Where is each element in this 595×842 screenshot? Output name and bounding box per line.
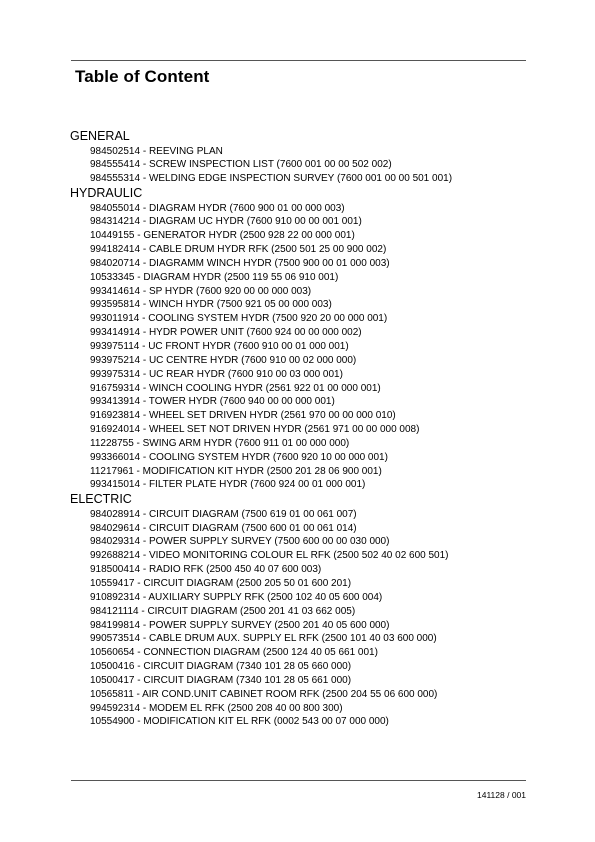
toc-entry[interactable]: 918500414 - RADIO RFK (2500 450 40 07 600 003) <box>90 564 322 576</box>
toc-entry[interactable]: 993011914 - COOLING SYSTEM HYDR (7500 920 20 00 000 001) <box>90 313 388 325</box>
toc-entry[interactable]: 10565811 - AIR COND.UNIT CABINET ROOM RFK (2500 204 55 06 600 000) <box>90 688 438 700</box>
toc-entry[interactable]: 993366014 - COOLING SYSTEM HYDR (7600 920 10 00 000 001) <box>90 451 388 463</box>
toc-section-general <box>70 129 540 186</box>
toc-entry[interactable]: 916924014 - WHEEL SET NOT DRIVEN HYDR (2561 971 00 00 000 008) <box>90 424 420 436</box>
toc-entry[interactable]: 916923814 - WHEEL SET DRIVEN HYDR (2561 970 00 00 000 010) <box>90 410 396 422</box>
toc-entry[interactable]: 984555314 - WELDING EDGE INSPECTION SURVEY (7600 001 00 00 501 001) <box>90 173 453 185</box>
toc-entry[interactable]: 10500417 - CIRCUIT DIAGRAM (7340 101 28 05 661 000) <box>90 674 352 686</box>
section-heading[interactable]: HYDRAULIC <box>70 186 143 201</box>
footer-rule <box>71 780 526 781</box>
toc-entry[interactable]: 993975214 - UC CENTRE HYDR (7600 910 00 02 000 000) <box>90 354 357 366</box>
toc-section-electric <box>70 492 540 729</box>
toc-entry[interactable]: 984029314 - POWER SUPPLY SURVEY (7500 600 00 00 030 000) <box>90 536 390 548</box>
toc-entry[interactable]: 10533345 - DIAGRAM HYDR (2500 119 55 06 910 001) <box>90 271 339 283</box>
toc-entry[interactable]: 984502514 - REEVING PLAN <box>90 145 223 157</box>
page-footer-code: 141128 / 001 <box>477 790 526 800</box>
toc-entry[interactable]: 993413914 - TOWER HYDR (7600 940 00 00 000 001) <box>90 396 335 408</box>
toc-entry[interactable]: 916759314 - WINCH COOLING HYDR (2561 922 01 00 000 001) <box>90 382 381 394</box>
toc-entry[interactable]: 984314214 - DIAGRAM UC HYDR (7600 910 00 00 001 001) <box>90 216 362 228</box>
toc-entry[interactable]: 910892314 - AUXILIARY SUPPLY RFK (2500 102 40 05 600 004) <box>90 591 383 603</box>
toc-entry[interactable]: 10449155 - GENERATOR HYDR (2500 928 22 00 000 001) <box>90 230 355 242</box>
toc-entry[interactable]: 990573514 - CABLE DRUM AUX. SUPPLY EL RFK (2500 101 40 03 600 000) <box>90 633 437 645</box>
toc-entry[interactable]: 11228755 - SWING ARM HYDR (7600 911 01 00 000 000) <box>90 437 350 449</box>
toc-entry[interactable]: 993595814 - WINCH HYDR (7500 921 05 00 000 003) <box>90 299 332 311</box>
toc-entry[interactable]: 984199814 - POWER SUPPLY SURVEY (2500 201 40 05 600 000) <box>90 619 390 631</box>
header-rule <box>71 60 526 61</box>
toc-entry[interactable]: 984020714 - DIAGRAMM WINCH HYDR (7500 900 00 01 000 003) <box>90 257 390 269</box>
section-heading[interactable]: ELECTRIC <box>70 492 132 507</box>
toc-entry[interactable]: 10560654 - CONNECTION DIAGRAM (2500 124 40 05 661 001) <box>90 647 378 659</box>
toc-entry[interactable]: 11217961 - MODIFICATION KIT HYDR (2500 201 28 06 900 001) <box>90 465 382 477</box>
table-of-contents <box>70 129 540 729</box>
page-title: Table of Content <box>75 67 210 86</box>
toc-entry[interactable]: 984121114 - CIRCUIT DIAGRAM (2500 201 41 03 662 005) <box>90 605 356 617</box>
toc-entry[interactable]: 984029614 - CIRCUIT DIAGRAM (7500 600 01 00 061 014) <box>90 522 357 534</box>
toc-entry[interactable]: 992688214 - VIDEO MONITORING COLOUR EL RFK (2500 502 40 02 600 501) <box>90 550 449 562</box>
toc-entry[interactable]: 994592314 - MODEM EL RFK (2500 208 40 00 800 300) <box>90 702 343 714</box>
toc-entry[interactable]: 10559417 - CIRCUIT DIAGRAM (2500 205 50 01 600 201) <box>90 577 352 589</box>
toc-entry[interactable]: 10554900 - MODIFICATION KIT EL RFK (0002 543 00 07 000 000) <box>90 716 389 728</box>
toc-entry[interactable]: 984555414 - SCREW INSPECTION LIST (7600 001 00 00 502 002) <box>90 159 392 171</box>
section-heading[interactable]: GENERAL <box>70 129 130 143</box>
toc-section-hydraulic <box>70 186 540 492</box>
toc-entry[interactable]: 984028914 - CIRCUIT DIAGRAM (7500 619 01 00 061 007) <box>90 508 357 520</box>
toc-entry[interactable]: 994182414 - CABLE DRUM HYDR RFK (2500 501 25 00 900 002) <box>90 244 387 256</box>
toc-entry[interactable]: 993975314 - UC REAR HYDR (7600 910 00 03 000 001) <box>90 368 343 380</box>
toc-entry[interactable]: 993414914 - HYDR POWER UNIT (7600 924 00 00 000 002) <box>90 327 362 339</box>
toc-entry[interactable]: 984055014 - DIAGRAM HYDR (7600 900 01 00 000 003) <box>90 202 345 214</box>
toc-entry[interactable]: 993414614 - SP HYDR (7600 920 00 00 000 003) <box>90 285 312 297</box>
toc-entry[interactable]: 10500416 - CIRCUIT DIAGRAM (7340 101 28 05 660 000) <box>90 661 352 673</box>
toc-entry[interactable]: 993415014 - FILTER PLATE HYDR (7600 924 00 01 000 001) <box>90 479 366 491</box>
toc-entry[interactable]: 993975114 - UC FRONT HYDR (7600 910 00 01 000 001) <box>90 340 349 352</box>
